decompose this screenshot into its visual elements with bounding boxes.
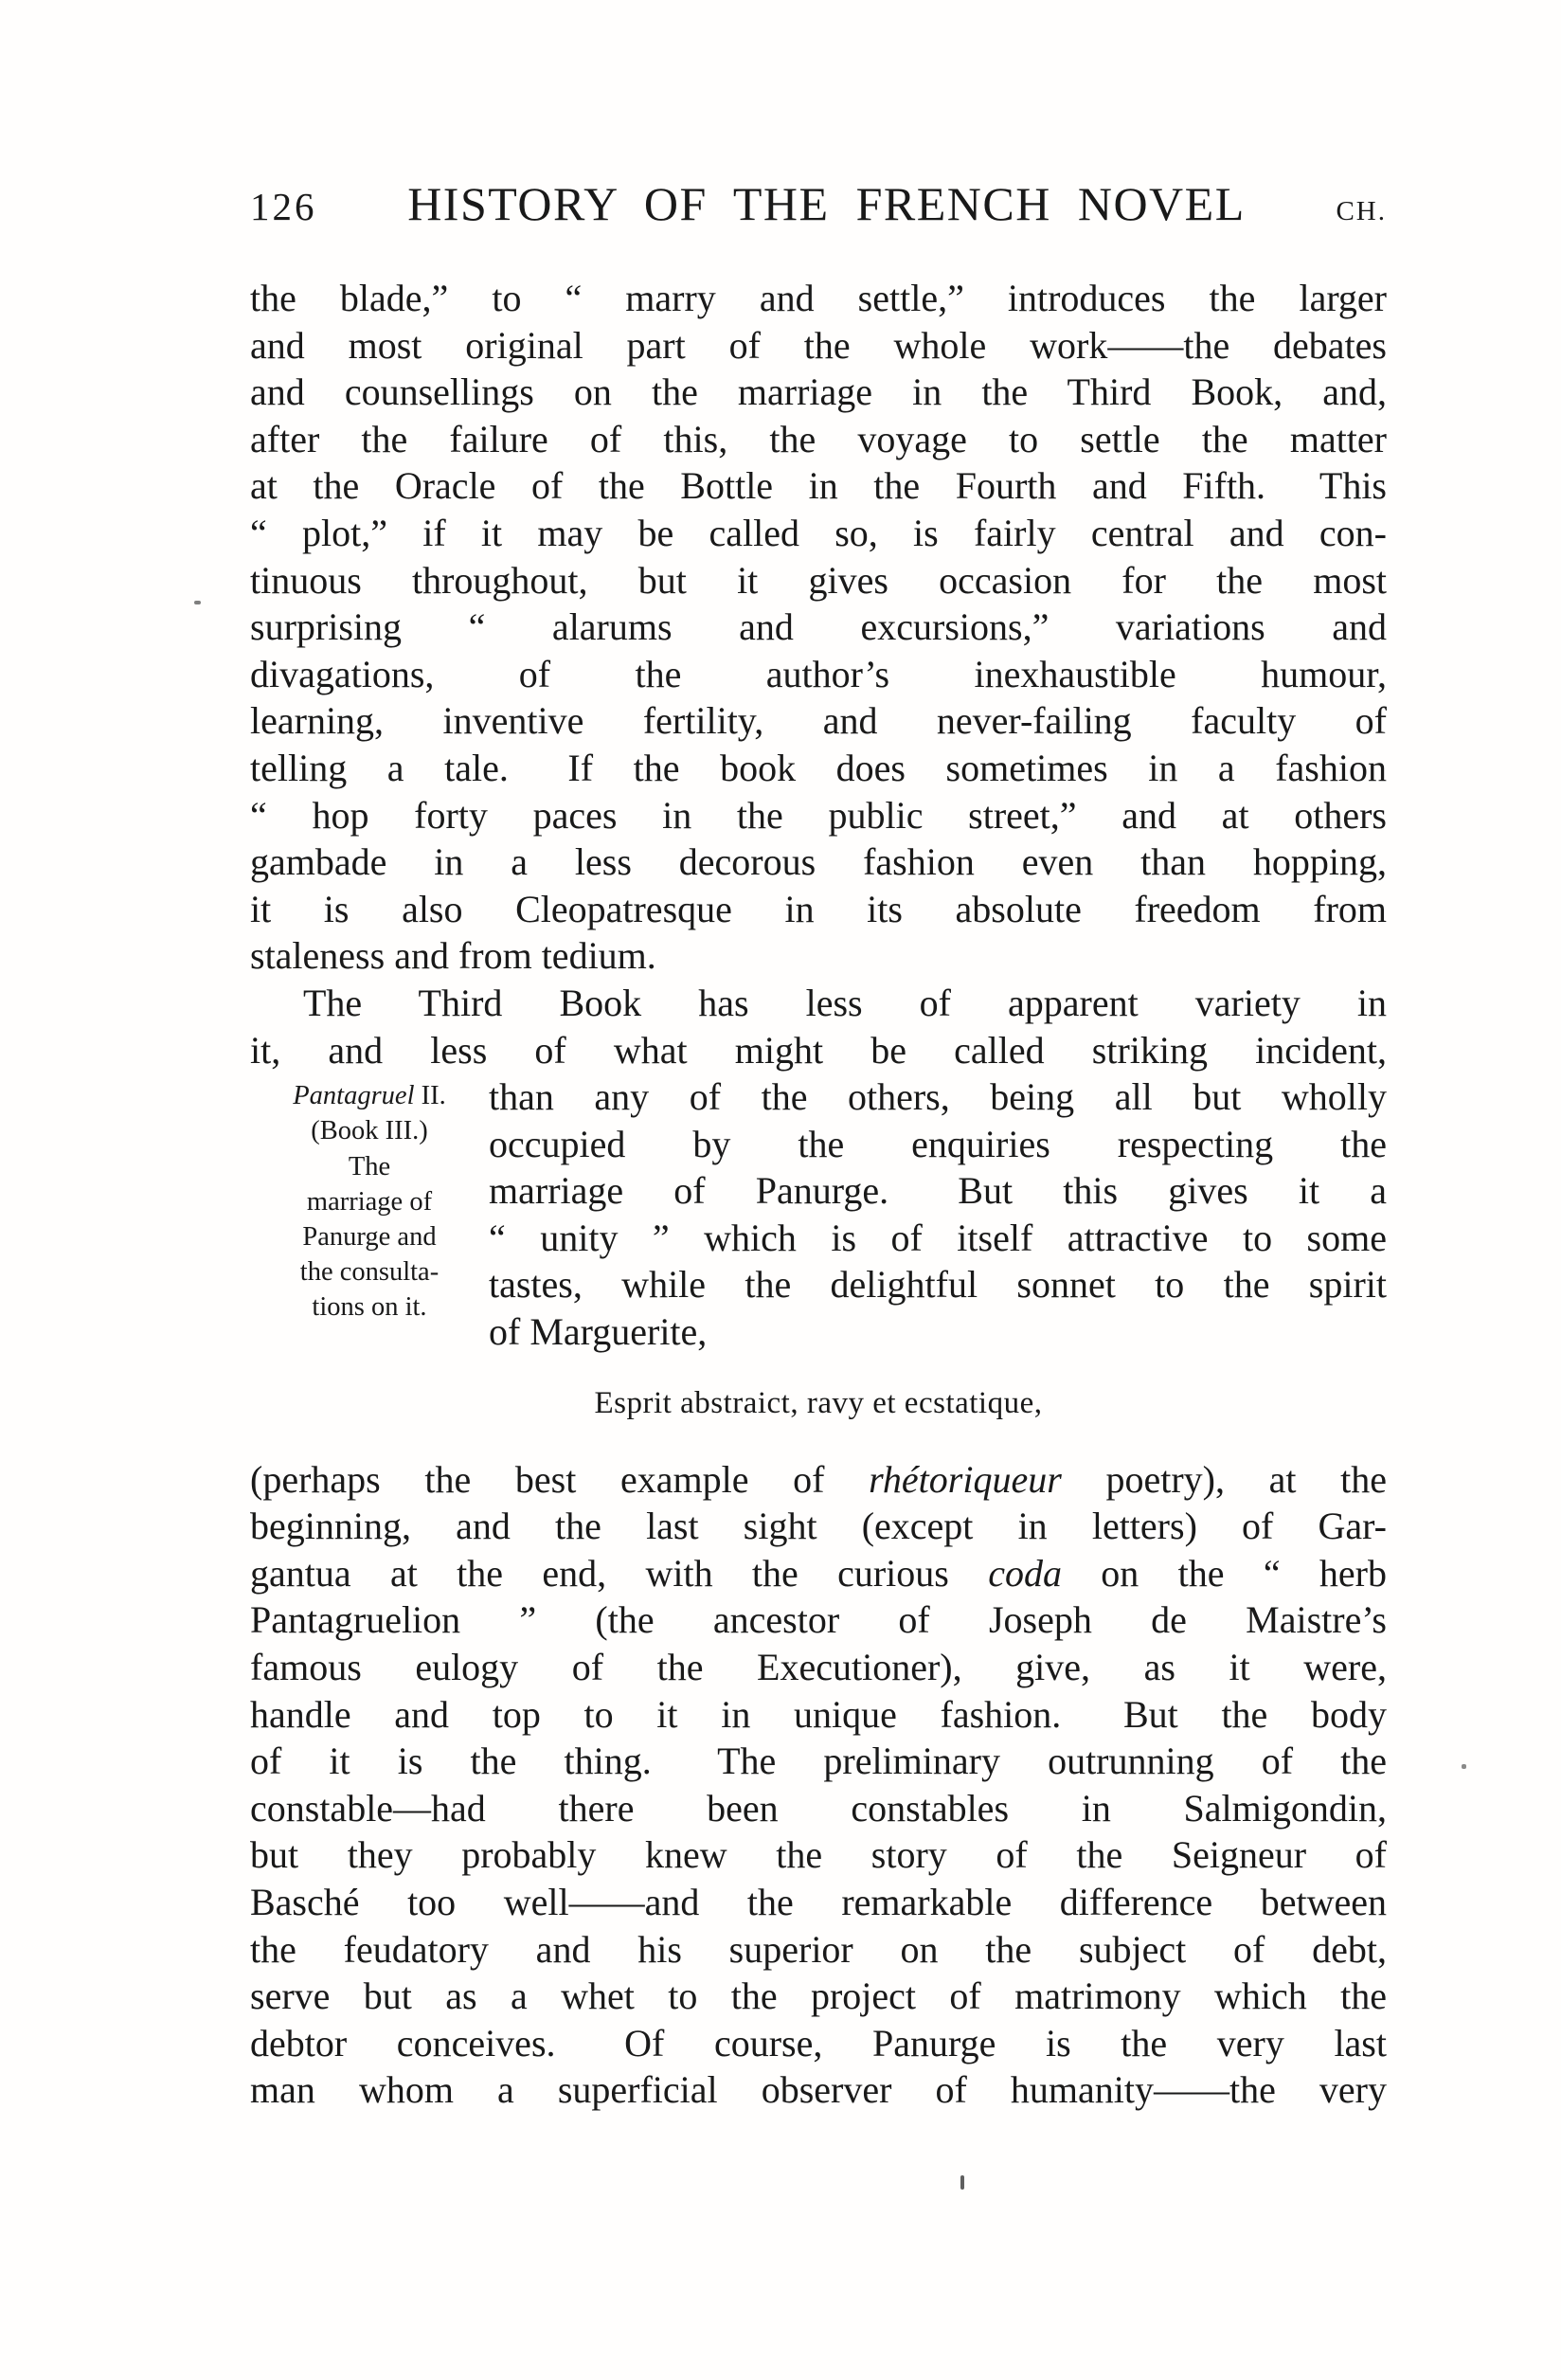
text-line: The <box>348 1151 391 1181</box>
text-line: divagations, of the author’s inexhaustible humour, <box>250 652 1387 695</box>
text-line: famous eulogy of the Executioner), give, as it were, <box>250 1646 1387 1689</box>
text-line: man whom a superficial observer of humanity——the very <box>250 2068 1387 2112</box>
text-line: occupied by the enquiries respecting the <box>489 1122 1387 1165</box>
text-line: The Third Book has less of apparent variety in <box>303 981 1387 1024</box>
text-line: gambade in a less decorous fashion even than hopping, <box>250 840 1387 884</box>
text-line: tinuous throughout, but it gives occasion for the most <box>250 558 1387 602</box>
text-line: tions on it. <box>312 1292 427 1323</box>
text-line: handle and top to it in unique fashion. But the body <box>250 1692 1387 1736</box>
text-line: the blade,” to “ marry and settle,” introduces the larger <box>250 277 1387 319</box>
paragraph-third-book-body <box>489 1073 1387 1356</box>
text-line: (perhaps the best example of rhétoriqueur poetry), at the <box>250 1457 1387 1501</box>
text-line: learning, inventive fertility, and never-failing faculty of <box>250 699 1387 743</box>
text-line: “ unity ” which is of itself attractive to some <box>489 1216 1387 1259</box>
text-line: gantua at the end, with the curious coda on the “ herb <box>250 1551 1388 1595</box>
chapter-marker: CH. <box>1336 196 1387 226</box>
text-line: and most original part of the whole work——the debates <box>250 323 1387 367</box>
text-block <box>250 176 1387 2114</box>
scan-speck <box>1462 1764 1466 1769</box>
page-number: 126 <box>250 185 317 228</box>
text-line: (Book III.) <box>311 1116 428 1146</box>
text-line: of Marguerite, <box>489 1310 708 1354</box>
text-line: at the Oracle of the Bottle in the Fourth and Fifth. This <box>250 464 1387 508</box>
margin-note <box>250 1073 489 1356</box>
text-line: debtor conceives. Of course, Panurge is the very last <box>250 2021 1387 2064</box>
text-line: it, and less of what might be called striking incident, <box>250 1028 1387 1072</box>
text-line: than any of the others, being all but wholly <box>489 1075 1387 1119</box>
scan-speck <box>194 601 201 604</box>
sidenote-row <box>250 1073 1387 1356</box>
paragraph-third-book-intro <box>250 980 1387 1073</box>
text-line: surprising “ alarums and excursions,” variations and <box>250 605 1387 649</box>
text-line: Panurge and <box>302 1221 437 1252</box>
text-line: and counsellings on the marriage in the Third Book, and, <box>250 370 1387 414</box>
text-line: tastes, while the delightful sonnet to the spirit <box>489 1263 1387 1307</box>
text-line: but they probably knew the story of the Seigneur of <box>250 1833 1387 1877</box>
text-line: marriage of <box>306 1186 433 1217</box>
text-line: serve but as a whet to the project of matrimony which the <box>250 1974 1387 2018</box>
running-head <box>250 176 1387 231</box>
text-line: telling a tale. If the book does sometimes in a fashion <box>250 746 1387 789</box>
text-line: “ plot,” if it may be called so, is fairly central and con- <box>250 511 1387 554</box>
text-line: “ hop forty paces in the public street,” and at others <box>250 793 1387 837</box>
verse-quotation: Esprit abstraict, ravy et ecstatique, <box>594 1385 1043 1420</box>
running-title: HISTORY OF THE FRENCH NOVEL <box>407 177 1246 230</box>
paragraph-continuation <box>250 275 1387 980</box>
text-line: the feudatory and his superior on the subject of debt, <box>250 1927 1387 1971</box>
text-line: constable—had there been constables in Salmigondin, <box>250 1786 1387 1830</box>
text-line: beginning, and the last sight (except in letters) of Gar- <box>250 1505 1387 1548</box>
text-line: marriage of Panurge. But this gives it a <box>489 1169 1387 1213</box>
text-line: it is also Cleopatresque in its absolute freedom from <box>250 887 1387 930</box>
text-line: the consulta- <box>299 1257 440 1288</box>
text-line: of it is the thing. The preliminary outrunning of the <box>250 1740 1387 1783</box>
scan-speck <box>960 2175 964 2190</box>
text-line: Basché too well——and the remarkable difference between <box>250 1881 1387 1923</box>
text-line: Pantagruel II. <box>293 1081 446 1111</box>
paragraph-closing <box>250 1456 1387 2114</box>
text-line: staleness and from tedium. <box>250 934 656 978</box>
text-line: after the failure of this, the voyage to settle the matter <box>250 417 1387 460</box>
text-line: Pantagruelion ” (the ancestor of Joseph de Maistre’s <box>250 1598 1387 1642</box>
